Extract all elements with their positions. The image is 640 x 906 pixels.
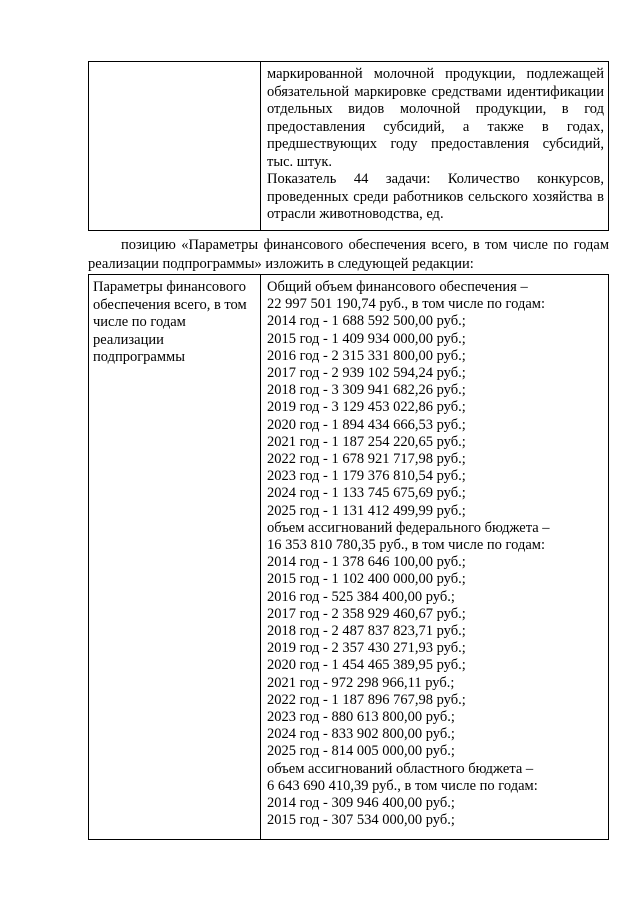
finance-line: 2022 год - 1 187 896 767,98 руб.; [267, 691, 466, 708]
finance-line: 2022 год - 1 678 921 717,98 руб.; [267, 451, 466, 468]
finance-line: 2016 год - 525 384 400,00 руб.; [267, 588, 455, 605]
finance-values-cell [261, 275, 609, 840]
finance-line: 22 997 501 190,74 руб., в том числе по годам: [267, 296, 545, 313]
finance-table [88, 274, 609, 840]
finance-line: 2021 год - 1 187 254 220,65 руб.; [267, 433, 466, 450]
finance-line: 2019 год - 2 357 430 271,93 руб.; [267, 640, 466, 657]
instruction-text: позицию «Параметры финансового обеспечения всего, в том числе по годам реализации подпрограммы» изложить в следующей редакции: [88, 237, 609, 272]
finance-line: 2024 год - 833 902 800,00 руб.; [267, 726, 455, 743]
finance-lines [267, 279, 604, 830]
finance-line: 2023 год - 880 613 800,00 руб.; [267, 709, 455, 726]
finance-line: 2014 год - 1 688 592 500,00 руб.; [267, 313, 466, 330]
top-table [88, 61, 609, 231]
finance-line: объем ассигнований федерального бюджета – [267, 519, 550, 536]
finance-line: 2025 год - 814 005 000,00 руб.; [267, 743, 455, 760]
finance-line: 2023 год - 1 179 376 810,54 руб.; [267, 468, 466, 485]
indicator-text: маркированной молочной продукции, подлежащей обязательной маркировке средствами идентификации отдельных видов молочной продукции, в год предоставления субсидий, а также в годах, предшествующих году предоставления субсидий, тыс. штук. [267, 66, 604, 170]
indicator-44-text: Показатель 44 задачи: Количество конкурсов, проведенных среди работников сельского хозяйства в отрасли животноводства, ед. [267, 171, 604, 222]
top-table-empty-cell [89, 62, 261, 231]
finance-line: 2020 год - 1 894 434 666,53 руб.; [267, 416, 466, 433]
finance-line: 2017 год - 2 358 929 460,67 руб.; [267, 605, 466, 622]
finance-line: 2017 год - 2 939 102 594,24 руб.; [267, 365, 466, 382]
finance-line: 2015 год - 1 409 934 000,00 руб.; [267, 330, 466, 347]
finance-line: 2018 год - 2 487 837 823,71 руб.; [267, 623, 466, 640]
finance-line: 2018 год - 3 309 941 682,26 руб.; [267, 382, 466, 399]
params-label-cell [89, 275, 261, 840]
top-table-text-cell [261, 62, 609, 231]
finance-line: 2014 год - 309 946 400,00 руб.; [267, 795, 455, 812]
finance-line: 6 643 690 410,39 руб., в том числе по годам: [267, 777, 538, 794]
finance-line: 2019 год - 3 129 453 022,86 руб.; [267, 399, 466, 416]
finance-line: 2014 год - 1 378 646 100,00 руб.; [267, 554, 466, 571]
finance-line: 16 353 810 780,35 руб., в том числе по годам: [267, 537, 545, 554]
finance-line: 2015 год - 1 102 400 000,00 руб.; [267, 571, 466, 588]
finance-line: 2016 год - 2 315 331 800,00 руб.; [267, 347, 466, 364]
finance-line: 2020 год - 1 454 465 389,95 руб.; [267, 657, 466, 674]
finance-line: 2021 год - 972 298 966,11 руб.; [267, 674, 455, 691]
finance-line: Общий объем финансового обеспечения – [267, 279, 528, 295]
finance-line: 2024 год - 1 133 745 675,69 руб.; [267, 485, 466, 502]
finance-line: 2025 год - 1 131 412 499,99 руб.; [267, 502, 466, 519]
instruction-paragraph [88, 236, 609, 274]
finance-line: 2015 год - 307 534 000,00 руб.; [267, 812, 455, 829]
finance-line: объем ассигнований областного бюджета – [267, 760, 534, 777]
params-label: Параметры финансового обеспечения всего, в том числе по годам реализации подпрограммы [93, 279, 247, 365]
